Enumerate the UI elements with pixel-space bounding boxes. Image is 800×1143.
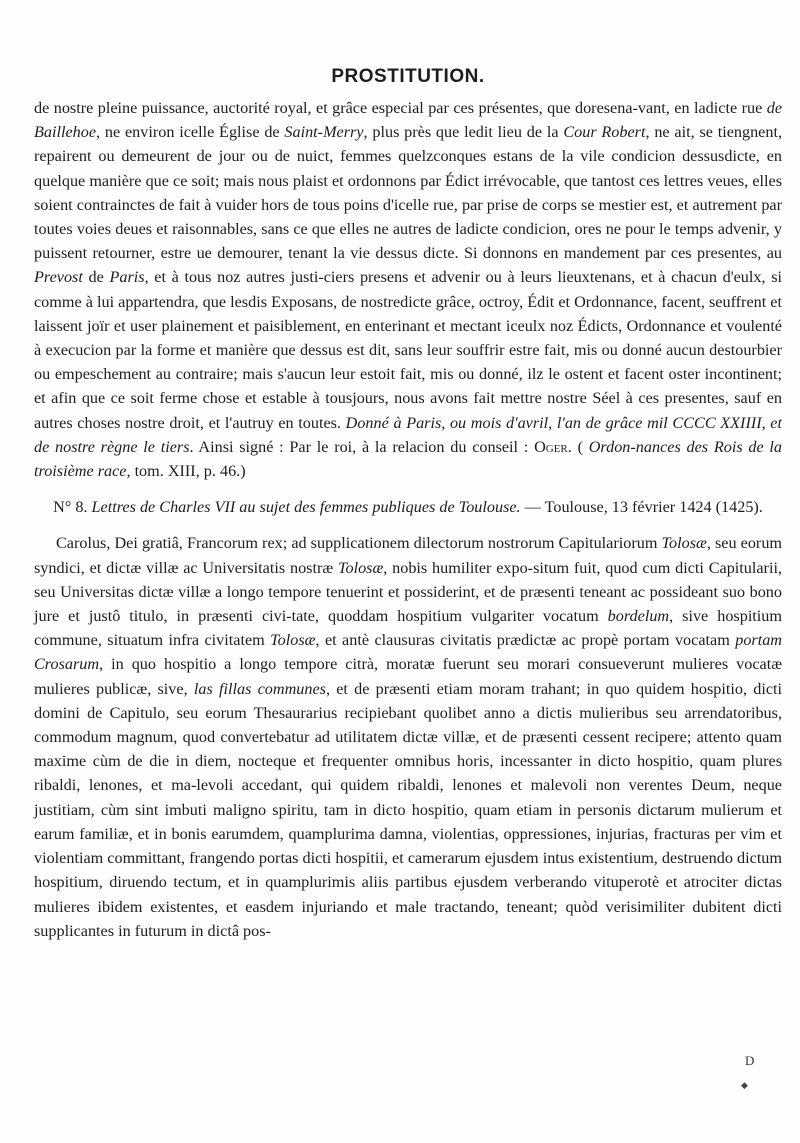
running-head: PROSTITUTION. bbox=[331, 66, 485, 87]
document-title: Lettres de Charles VII au sujet des femmes publiques de Toulouse. bbox=[91, 498, 521, 517]
page bbox=[34, 66, 782, 943]
paragraph-ordinance-continuation: de nostre pleine puissance, auctorité royal, et grâce especial par ces présentes, que doresena-vant, en ladicte rue de Baillehoe, ne environ icelle Église de Saint-Merry, plus près que ledit lieu de la Cour Robert, ne ait, se tiengnent, repairent ou demeurent de jour ou de nuict, femmes quelzconques estans de la vile condicion dessusdicte, en quelque manière que ce soit; mais nous plaist et ordonnons par Édict irrévocable, que tantost ces lettres veues, elles soient contrainctes de fait à vuider hors de tous poins d'icelle rue, par prise de corps se mestier est, et autrement par toutes voies deues et raisonnables, sans ce que elles ne autres de ladicte condicion, ores ne pour le temps advenir, y puissent retourner, estre ue demourer, tenant la vie dessus dicte. Si donnons en mandement par ces presentes, au Prevost de Paris, et à tous noz autres justi-ciers presens et advenir ou à leurs lieuxtenans, et à chacun d'eulx, si comme à lui appartendra, que lesdis Exposans, de nostredicte grâce, octroy, Édit et Ordonnance, facent, seuffrent et laissent joïr et user plainement et paisiblement, en enterinant et mectant iceulx noz Édicts, Ordonnance et voulenté à execucion par la forme et manière que dessus est dit, sans leur souffrir estre fait, mis ou donné aucun destourbier ou empeschement au contraire; mais s'aucun leur estoit fait, mis ou donné, ilz le ostent et facent oster incontinent; et afin que ce soit ferme chose et estable à tousjours, nous avons fait mettre nostre Séel à ces presentes, sauf en autres choses nostre droit, et l'autruy en toutes. Donné à Paris, ou mois d'avril, l'an de grâce mil CCCC XXIIII, et de nostre règne le tiers. Ainsi signé : Par le roi, à la relacion du conseil : Oger. ( Ordon-nances des Rois de la troisième race, tom. XIII, p. 46.) bbox=[34, 99, 783, 481]
document-number: N° 8. bbox=[53, 498, 88, 517]
print-mark-icon: ◆ bbox=[741, 1080, 748, 1090]
signature-mark: D bbox=[745, 1053, 755, 1068]
paragraph-latin-letters: Carolus, Dei gratiâ, Francorum rex; ad supplicationem dilectorum nostrorum Capitulariorum Tolosæ, seu eorum syndici, et dictæ villæ ac Universitatis nostræ Tolosæ, nobis humiliter expo-situm fuit, quod cum dicti Capitularii, seu Universitas dictæ villæ a longo tempore tenuerint et possiderint, et de præsenti teneant ac possideant suo bono jure et justô titulo, in præsenti civi-tate, quoddam hospitium vulgariter vocatum bordelum, sive hospitium commune, situatum infra civitatem Tolosæ, et antè clausuras civitatis prædictæ ac propè portam vocatam portam Crosarum, in quo hospitio a longo tempore citrà, moratæ fuerunt seu morari consueverunt mulieres vocatæ mulieres publicæ, sive, las fillas communes, et de præsenti etiam moram trahant; in quo quidem hospitio, dicti domini de Capitulo, seu eorum Thesaurarius recipiebant quolibet anno a dictis mulieribus seu arrendatoribus, commodum magnum, quod convertebatur ad utilitatem dictæ villæ, et de præsenti cessent recipere; attento quam maxime cùm de die in diem, nocteque et frequenter omnibus horis, incessanter in dicto hospitio, quam plures ribaldi, lenones, et ma-levoli accedant, qui quidem ribaldi, lenones et malevoli non verentes Deum, neque justitiam, cùm sint imbuti maligno spiritu, tam in dicto hospitio, quam etiam in personis dictarum mulierum et earum familiæ, et in bonis earumdem, quamplurima damna, violentias, oppressiones, injurias, fracturas per vim et violentiam committant, frangendo portas dicti hospitii, et camerarum ejusdem intus existentium, destruendo dictum hospitium, diruendo tectum, et in quamplurimis aliis partibus ejusdem verberando vituperotè et atrociter dictas mulieres ibidem existentes, et easdem injuriando et male tractando, teneant; quòd verisimiliter dubitent dicti supplicantes in futurum in dictâ pos- bbox=[34, 534, 783, 940]
document-place-date: — Toulouse, 13 février 1424 (1425). bbox=[520, 498, 763, 517]
document-heading bbox=[34, 495, 782, 519]
